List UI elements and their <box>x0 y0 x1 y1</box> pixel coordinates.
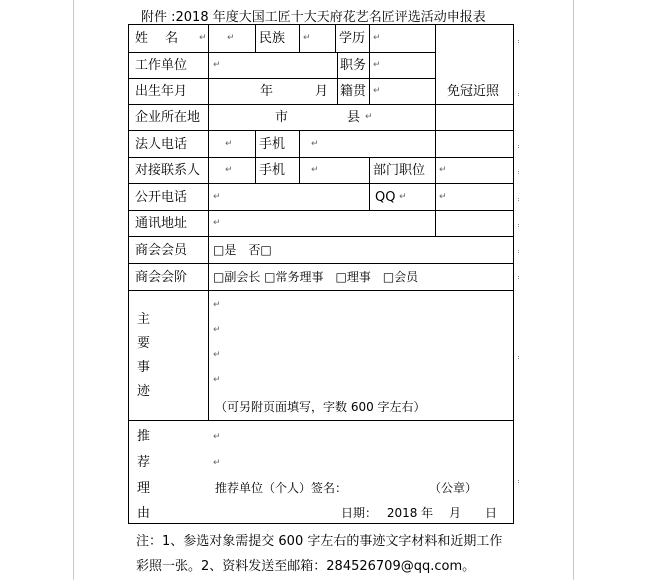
member-options[interactable]: □是 否□ <box>213 243 272 257</box>
application-form-table <box>128 24 514 524</box>
label-city: 市 <box>275 110 289 125</box>
deeds-char-2: 要 <box>137 336 151 351</box>
return-mark: ↵ <box>225 165 233 175</box>
return-mark: ↵ <box>399 192 407 202</box>
label-contact-person: 对接联系人 <box>135 163 201 178</box>
document-title: 附件 :2018 年度大国工匠十大天府花艺名匠评选活动申报表 <box>141 10 486 25</box>
return-mark: ↵ <box>213 458 221 468</box>
return-mark: ↵ <box>365 112 373 122</box>
return-mark: ↵ <box>213 350 221 360</box>
label-mobile: 手机 <box>259 137 286 152</box>
return-mark: ↵ <box>311 165 319 175</box>
official-seal: （公章） <box>429 481 478 495</box>
rank-options[interactable]: □副会长 □常务理事 □理事 □会员 <box>213 270 419 284</box>
deeds-char-4: 迹 <box>137 384 151 399</box>
label-position: 职务 <box>340 58 367 73</box>
page-edge-left <box>73 0 74 580</box>
rec-char-4: 由 <box>137 506 151 521</box>
return-mark: ↵ <box>213 375 221 385</box>
return-mark: ↵ <box>213 192 221 202</box>
label-member: 商会会员 <box>135 243 188 258</box>
label-qq: QQ <box>375 190 396 205</box>
footnote-line-1: 注：1、参选对象需提交 600 字左右的事迹文字材料和近期工作 <box>136 534 503 549</box>
label-department: 部门职位 <box>373 163 426 178</box>
return-mark: ↵ <box>373 33 381 43</box>
label-ethnicity: 民族 <box>259 31 286 46</box>
margin-mark <box>518 171 522 174</box>
margin-mark <box>518 198 522 201</box>
footnote-line-2: 彩照一张。2、资料发送至邮箱：284526709@qq.com。 <box>136 559 476 574</box>
margin-mark <box>518 40 522 43</box>
label-rank: 商会会阶 <box>135 270 188 285</box>
page-edge-right <box>573 0 574 580</box>
label-address: 通讯地址 <box>135 216 188 231</box>
return-mark: ↵ <box>213 432 221 442</box>
return-mark: ↵ <box>227 33 235 43</box>
label-county: 县 <box>347 110 361 125</box>
margin-mark <box>518 276 522 279</box>
label-mobile-2: 手机 <box>259 163 286 178</box>
deeds-char-3: 事 <box>137 360 151 375</box>
return-mark: ↵ <box>213 60 221 70</box>
margin-mark <box>518 93 522 96</box>
label-name: 姓 名 <box>135 31 179 46</box>
deeds-char-1: 主 <box>137 312 151 327</box>
return-mark: ↵ <box>373 86 381 96</box>
return-mark: ↵ <box>439 165 447 175</box>
label-work-unit: 工作单位 <box>135 58 188 73</box>
return-mark: ↵ <box>213 300 221 310</box>
return-mark: ↵ <box>225 139 233 149</box>
margin-mark <box>518 250 522 253</box>
label-location: 企业所在地 <box>135 110 201 125</box>
label-year: 年 <box>260 84 274 99</box>
return-mark: ↵ <box>303 33 311 43</box>
margin-mark <box>518 224 522 227</box>
label-month: 月 <box>315 84 329 99</box>
rec-char-2: 荐 <box>137 455 151 470</box>
label-legal-phone: 法人电话 <box>135 137 188 152</box>
return-mark: ↵ <box>213 325 221 335</box>
deeds-hint: （可另附页面填写，字数 600 字左右） <box>215 400 426 414</box>
return-mark: ↵ <box>199 33 207 43</box>
margin-mark <box>518 356 522 359</box>
return-mark: ↵ <box>439 192 447 202</box>
label-photo: 免冠近照 <box>447 84 500 99</box>
return-mark: ↵ <box>311 139 319 149</box>
date-line: 日期： 2018 年 月 日 <box>341 506 497 520</box>
return-mark: ↵ <box>213 218 221 228</box>
label-public-phone: 公开电话 <box>135 190 188 205</box>
return-mark: ↵ <box>373 60 381 70</box>
margin-mark <box>518 480 522 483</box>
label-native-place: 籍贯 <box>340 84 367 99</box>
label-education: 学历 <box>339 31 366 46</box>
rec-char-3: 理 <box>137 481 151 496</box>
margin-mark <box>518 145 522 148</box>
label-birth: 出生年月 <box>135 84 188 99</box>
rec-char-1: 推 <box>137 429 151 444</box>
recommender-signature: 推荐单位（个人）签名： <box>215 481 348 495</box>
